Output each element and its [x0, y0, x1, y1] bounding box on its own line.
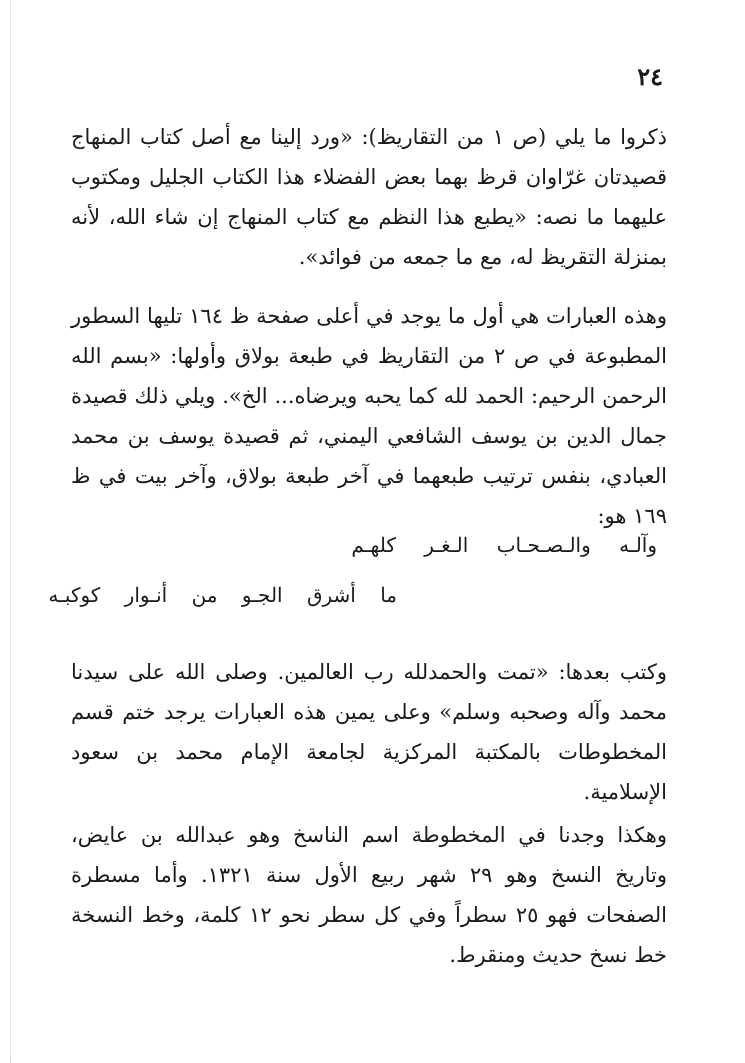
paragraph-1: ذكروا ما يلي (ص ١ من التقاريظ): «ورد إلينا مع أصل كتاب المنهاج قصيدتان غرّاوان قرظ بهما بعض الفضلاء هذا الكتاب الجليل ومكتوب عليهما ما نصه: «يطبع هذا النظم مع كتاب المنهاج إن شاء الله، لأنه بمنزلة التقريظ له، مع ما جمعه من فوائد».	[71, 125, 667, 269]
verse-line-1: وآلـه والـصـحـاب الـغـر كلهـم	[351, 533, 657, 557]
page-number: ٢٤	[637, 62, 663, 91]
verse-line-2: ما أشرق الجـو من أنـوار كوكبـه	[48, 583, 397, 607]
paragraph-4: وهكذا وجدنا في المخطوطة اسم الناسخ وهو عبدالله بن عايض، وتاريخ النسخ وهو ٢٩ شهر ربيع الأول سنة ١٣٢١. وأما مسطرة الصفحات فهو ٢٥ سطراً وفي كل سطر نحو ١٢ كلمة، وخط النسخة خط نسخ حديث ومنقرط.	[71, 823, 668, 967]
paragraph-2: وهذه العبارات هي أول ما يوجد في أعلى صفحة ظ ١٦٤ تليها السطور المطبوعة في ص ٢ من التقاريظ في طبعة بولاق وأولها: «بسم الله الرحمن الرحيم: الحمد لله كما يحبه ويرضاه... الخ». ويلي ذلك قصيدة جمال الدين بن يوسف الشافعي اليمني، ثم قصيدة يوسف بن محمد العبادي، بنفس ترتيب طبعهما في آخر طبعة بولاق، وآخر بيت في ظ ١٦٩ هو:	[71, 304, 668, 528]
paragraph-3: وكتب بعدها: «تمت والحمدلله رب العالمين. وصلى الله على سيدنا محمد وآله وصحبه وسلم» وعلى يمين هذه العبارات يرجد ختم قسم المخطوطات بالمكتبة المركزية لجامعة الإمام محمد بن سعود الإسلامية.	[71, 660, 667, 804]
